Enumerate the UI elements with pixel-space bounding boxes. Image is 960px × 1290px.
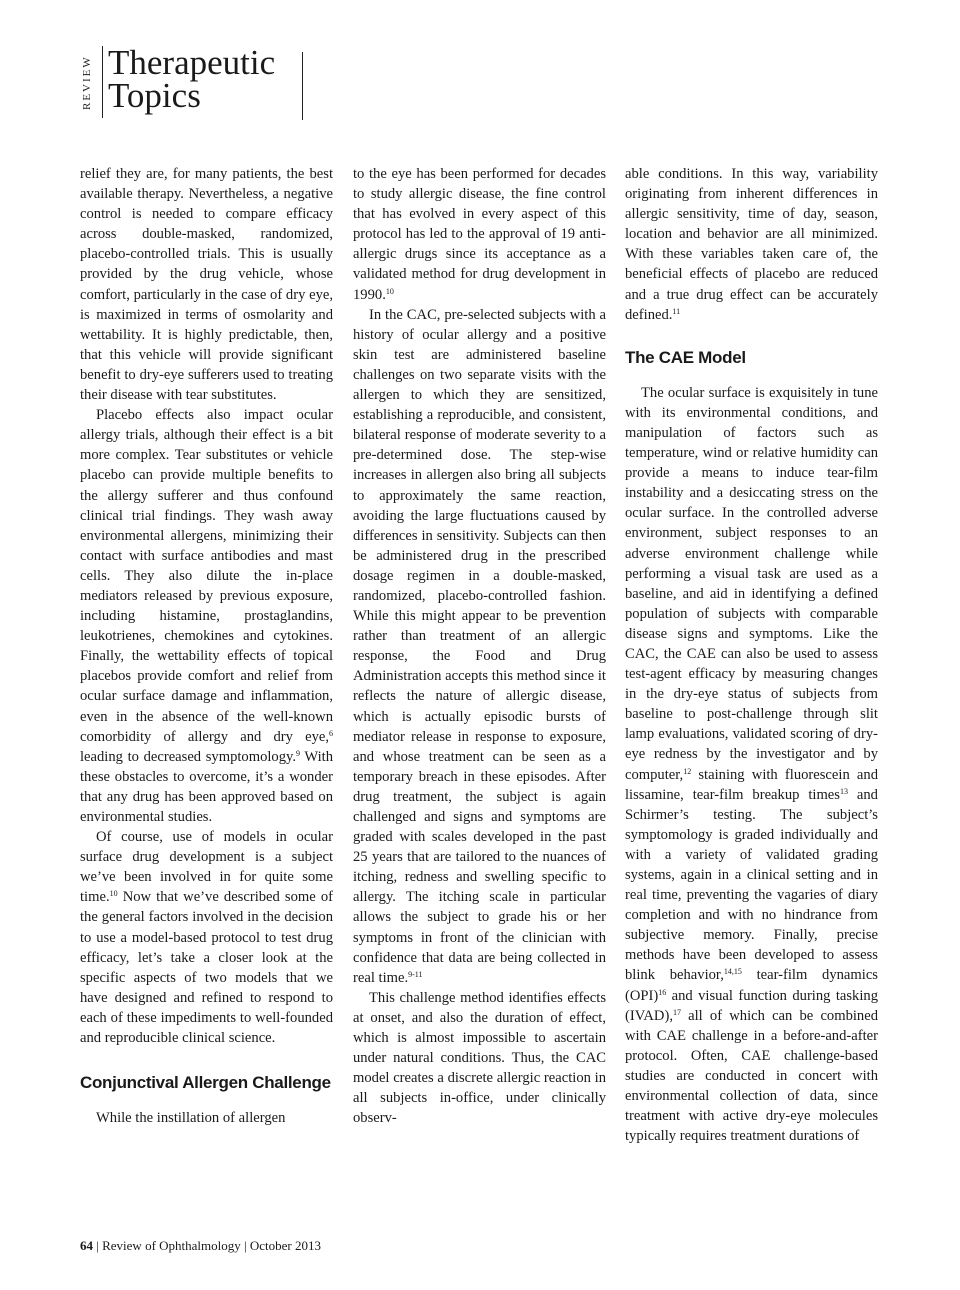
reference-marker: 9-11 bbox=[408, 969, 423, 979]
section-title bbox=[108, 43, 276, 115]
paragraph: relief they are, for many patients, the best available therapy. Nevertheless, a negative control is needed to compare efficacy across double-masked, randomized, placebo-controlled trials. This is usually provided by the drug vehicle, whose comfort, particularly in the case of dry eye, is maximized in terms of osmolarity and wettability. It is highly predictable, then, that this vehicle will provide significant benefit to dry-eye sufferers used to treating their disease with tear substitutes. bbox=[80, 166, 333, 404]
reference-marker: 17 bbox=[672, 1007, 681, 1017]
section-heading-cac: Conjunctival Allergen Challenge bbox=[80, 1073, 331, 1093]
reference-marker: 14,15 bbox=[723, 967, 742, 977]
reference-marker: 10 bbox=[109, 889, 118, 899]
reference-marker: 12 bbox=[683, 766, 692, 776]
footer-separator: | bbox=[240, 1238, 250, 1253]
reference-marker: 13 bbox=[839, 786, 848, 796]
paragraph: While the instillation of allergen bbox=[96, 1110, 286, 1127]
reference-marker: 16 bbox=[658, 987, 667, 997]
issue-date: October 2013 bbox=[249, 1238, 321, 1253]
article-column-1 bbox=[80, 164, 333, 1128]
paragraph: able conditions. In this way, variability originating from inherent differences in allergic sensitivity, time of day, season, location and behavior are all minimized. With these variables taken care of, the beneficial effects of placebo are reduced and a true drug effect can be accurately defined.$^{11}$ bbox=[625, 166, 878, 323]
masthead-right-rule bbox=[302, 52, 303, 120]
publication-name: Review of Ophthalmology bbox=[102, 1238, 241, 1253]
footer-separator: | bbox=[93, 1238, 103, 1253]
page-number: 64 bbox=[80, 1238, 93, 1253]
section-heading-cae: The CAE Model bbox=[625, 347, 746, 367]
paragraph: Of course, use of models in ocular surface drug development is a subject we’ve been involved in for quite some time.$^{10}$ Now that we’ve described some of the general factors involved in the decision to use a model-based protocol to test drug efficacy, let’s take a closer look at the specific aspects of two models that we have designed and refined to respond to each of these impediments to well-founded and reproducible clinical science. bbox=[80, 829, 333, 1047]
paragraph: to the eye has been performed for decades to study allergic disease, the fine control that has evolved in every aspect of this protocol has led to the approval of 19 anti-allergic drugs since its acceptance as a validated method for drug development in 1990.10 bbox=[353, 166, 606, 303]
section-title-line1: Therapeutic bbox=[108, 43, 276, 82]
section-title-line2: Topics bbox=[108, 76, 201, 115]
paragraph: This challenge method identifies effects at onset, and also the duration of effect, which is almost impossible to ascertain under natural conditions. Thus, the CAC model creates a discrete allergic reaction in all subjects in-office, under clinically observ- bbox=[353, 989, 606, 1127]
reference-marker: 10 bbox=[385, 286, 394, 296]
masthead-left-rule bbox=[102, 46, 103, 118]
reference-marker: 6 bbox=[329, 728, 333, 738]
section-tag: REVIEW bbox=[81, 55, 93, 111]
reference-marker: 9 bbox=[296, 748, 301, 758]
paragraph: Placebo effects also impact ocular allergy trials, although their effect is a bit more complex. Tear substitutes or vehicle placebo can provide multiple benefits to the allergy sufferer and thus confound clinical trial findings. They wash away environmental allergens, minimizing their contact with surface antibodies and mast cells. They also dilute the in-place mediators released by previous exposure, including histamine, prostaglandins, leukotrienes, chemokines and cytokines. Finally, the wettability effects of topical placebos provide comfort and relief from ocular surface damage and inflammation, even in the absence of the well-known comorbidity of allergy and dry eye,$^6$ leading to decreased symptomology.$^9$ With these obstacles to overcome, it’s a wonder that any drug has been approved based on environmental studies. bbox=[80, 407, 334, 825]
paragraph: The ocular surface is exquisitely in tune with its environmental conditions, and manipulation of factors such as temperature, wind or relative humidity can provide a means to induce tear-film instability and a desiccating stress on the ocular surface. In the controlled adverse environment, subject responses to an adverse environment challenge while performing a visual task are used as a baseline, and aid in identifying a defined population of subjects with comparable disease signs and symptoms. Like the CAC, the CAE can also be used to assess test-agent efficacy by measuring changes in the dry-eye status of subjects from baseline to post-challenge through slit lamp evaluations, validated scoring of dry-eye redness by the investigator and by computer,$^{12}$ staining with fluorescein and lissamine, tear-film breakup times$^{13}$ and Schirmer’s testing. The subject’s symptomology is graded individually and with a variety of validated grading systems, again in a clinical setting and in real time, preventing the vagaries of diary completion and with no hindrance from subjective memory. Finally, precise methods have been developed to assess blink behavior,$^{14,15}$ tear-film dynamics (OPI)$^{16}$ and visual function during tasking (IVAD),$^{17}$ all of which can be combined with CAE challenge in a before-and-after protocol. Often, CAE challenge-based studies are conducted in concert with environmental collection of data, since treatment with active dry-eye molecules typically requires treatment durations of bbox=[625, 384, 878, 1145]
article-column-2 bbox=[353, 164, 606, 1129]
reference-marker: 11 bbox=[672, 306, 681, 316]
page-footer bbox=[80, 1238, 321, 1254]
article-column-3 bbox=[625, 164, 878, 1146]
paragraph: In the CAC, pre-selected subjects with a history of ocular allergy and a positive skin test are administered baseline challenges on two separate visits with the allergen to which they are sensitized, establishing a reproducible, and consistent, bilateral response of moderate severity to a pre-determined dose. The step-wise increases in allergen also bring all subjects to approximately the same reaction, avoiding the large fluctuations caused by differences in sensitivity. Subjects can then be administered drug in the prescribed dosage regimen in a double-masked, randomized, placebo-controlled fashion. While this might appear to be prevention rather than treatment of an allergic response, the Food and Drug Administration accepts this method since it reflects the nature of allergic disease, which is actually episodic bursts of mediator release in response to exposure, and whose treatment can be seen as a temporary breach in these episodes. After drug treatment, the subject is again challenged and signs and symptoms are graded with scales developed in the past 25 years that are tailored to the nuances of itching, redness and swelling specific to allergy. The itching scale in particular allows the subject to grade his or her symptoms in front of the clinician with confidence that data are being collected in real time.$^{9-11}$ bbox=[353, 306, 606, 986]
